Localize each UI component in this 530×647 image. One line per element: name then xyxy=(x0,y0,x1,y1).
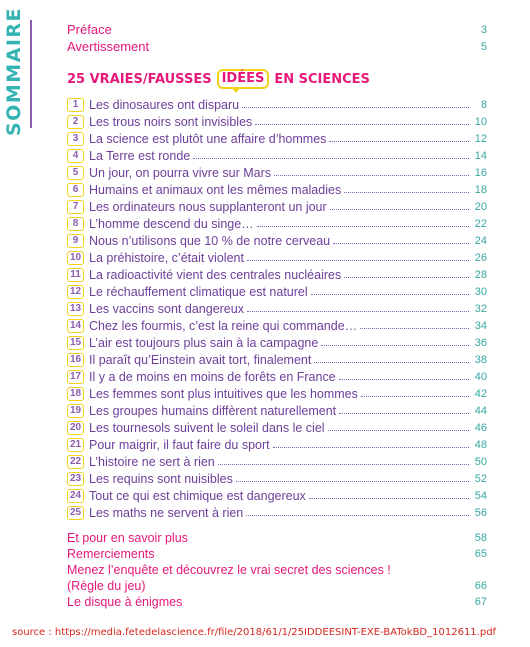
toc-entry-preface[interactable] xyxy=(67,20,487,37)
toc-list xyxy=(67,96,487,521)
item-title: Nous n’utilisons que 10 % de notre cerveau xyxy=(89,233,331,248)
item-page-number: 12 xyxy=(474,132,487,145)
item-page-number: 10 xyxy=(474,115,487,128)
item-number-badge: 1 xyxy=(67,98,84,112)
item-title: L’air est toujours plus sain à la campagne xyxy=(89,335,319,350)
toc-item[interactable] xyxy=(67,368,487,385)
toc-entry-label: Préface xyxy=(67,22,112,37)
item-page-number: 32 xyxy=(474,302,487,315)
item-page-number: 36 xyxy=(474,336,487,349)
item-title: Les dinosaures ont disparu xyxy=(89,97,240,112)
dot-leader xyxy=(328,424,469,431)
back-matter xyxy=(67,529,487,609)
dot-leader xyxy=(274,169,469,176)
item-page-number: 48 xyxy=(474,438,487,451)
item-page-number: 54 xyxy=(474,489,487,502)
toc-item[interactable] xyxy=(67,283,487,300)
heading-before: 25 VRAIES/FAUSSES xyxy=(67,71,212,87)
item-title: La Terre est ronde xyxy=(89,148,191,163)
item-number-badge: 8 xyxy=(67,217,84,231)
item-page-number: 50 xyxy=(474,455,487,468)
dot-leader xyxy=(247,254,469,261)
item-title: Les vaccins sont dangereux xyxy=(89,301,244,316)
item-title: L’homme descend du singe… xyxy=(89,216,254,231)
item-number-badge: 9 xyxy=(67,234,84,248)
source-line: source : https://media.fetedelascience.fr/file/2018/61/1/25IDDEESINT-EXE-BATokBD_1012611.pdf xyxy=(12,627,497,638)
item-title: Les tournesols suivent le soleil dans le ciel xyxy=(89,420,325,435)
item-number-badge: 17 xyxy=(67,370,84,384)
dot-leader xyxy=(321,339,469,346)
toc-entry-label: Et pour en savoir plus xyxy=(67,531,188,545)
toc-entry-page: 5 xyxy=(480,41,487,53)
item-title: Tout ce qui est chimique est dangereux xyxy=(89,488,306,503)
item-number-badge: 11 xyxy=(67,268,84,282)
toc-item[interactable] xyxy=(67,96,487,113)
toc-entry-label: Le disque à énigmes xyxy=(67,595,183,609)
side-divider xyxy=(30,20,32,128)
toc-item[interactable] xyxy=(67,266,487,283)
toc-item[interactable] xyxy=(67,470,487,487)
item-title: Humains et animaux ont les mêmes maladies xyxy=(89,182,342,197)
dot-leader xyxy=(255,118,469,125)
toc-item[interactable] xyxy=(67,147,487,164)
item-page-number: 28 xyxy=(474,268,487,281)
item-title: Les ordinateurs nous supplanteront un jour xyxy=(89,199,327,214)
toc-item[interactable] xyxy=(67,351,487,368)
dot-leader xyxy=(339,373,469,380)
toc-item[interactable] xyxy=(67,453,487,470)
toc-entry-page: 65 xyxy=(474,548,487,560)
toc-item[interactable] xyxy=(67,232,487,249)
toc-entry-disque[interactable] xyxy=(67,593,487,609)
item-number-badge: 18 xyxy=(67,387,84,401)
item-number-badge: 2 xyxy=(67,115,84,129)
item-title: Pour maigrir, il faut faire du sport xyxy=(89,437,270,452)
toc-item[interactable] xyxy=(67,402,487,419)
dot-leader xyxy=(339,407,469,414)
toc-entry-savoir-plus[interactable] xyxy=(67,529,487,545)
dot-leader xyxy=(311,288,469,295)
item-title: Les groupes humains diffèrent naturellement xyxy=(89,403,337,418)
item-page-number: 56 xyxy=(474,506,487,519)
toc-item[interactable] xyxy=(67,504,487,521)
item-title: Le réchauffement climatique est naturel xyxy=(89,284,308,299)
item-title: Les trous noirs sont invisibles xyxy=(89,114,253,129)
toc-item[interactable] xyxy=(67,113,487,130)
item-number-badge: 16 xyxy=(67,353,84,367)
item-title: L’histoire ne sert à rien xyxy=(89,454,215,469)
dot-leader xyxy=(344,186,469,193)
item-number-badge: 7 xyxy=(67,200,84,214)
side-title: SOMMAIRE xyxy=(3,6,25,136)
dot-leader xyxy=(344,271,469,278)
item-page-number: 18 xyxy=(474,183,487,196)
item-number-badge: 3 xyxy=(67,132,84,146)
item-number-badge: 6 xyxy=(67,183,84,197)
item-page-number: 14 xyxy=(474,149,487,162)
item-number-badge: 23 xyxy=(67,472,84,486)
item-title: Les femmes sont plus intuitives que les hommes xyxy=(89,386,358,401)
item-number-badge: 24 xyxy=(67,489,84,503)
dot-leader xyxy=(309,492,469,499)
item-page-number: 24 xyxy=(474,234,487,247)
toc-entry-page: 67 xyxy=(474,596,487,608)
section-heading xyxy=(67,68,370,90)
front-matter xyxy=(67,20,487,54)
dot-leader xyxy=(247,305,469,312)
item-page-number: 22 xyxy=(474,217,487,230)
dot-leader xyxy=(257,220,469,227)
dot-leader xyxy=(361,390,469,397)
item-title: La science est plutôt une affaire d’hommes xyxy=(89,131,327,146)
toc-item[interactable] xyxy=(67,181,487,198)
toc-item[interactable] xyxy=(67,436,487,453)
dot-leader xyxy=(193,152,469,159)
item-title: Un jour, on pourra vivre sur Mars xyxy=(89,165,272,180)
item-title: Chez les fourmis, c’est la reine qui commande… xyxy=(89,318,358,333)
item-page-number: 8 xyxy=(480,98,487,111)
dot-leader xyxy=(218,458,469,465)
item-number-badge: 13 xyxy=(67,302,84,316)
toc-item[interactable] xyxy=(67,419,487,436)
dot-leader xyxy=(360,322,469,329)
item-page-number: 42 xyxy=(474,387,487,400)
item-title: La radioactivité vient des centrales nucléaires xyxy=(89,267,342,282)
item-title: La préhistoire, c’était violent xyxy=(89,250,244,265)
item-number-badge: 15 xyxy=(67,336,84,350)
toc-item[interactable] xyxy=(67,300,487,317)
toc-entry-remerciements[interactable] xyxy=(67,545,487,561)
item-number-badge: 5 xyxy=(67,166,84,180)
dot-leader xyxy=(242,101,469,108)
item-number-badge: 25 xyxy=(67,506,84,520)
toc-item[interactable] xyxy=(67,317,487,334)
item-number-badge: 19 xyxy=(67,404,84,418)
toc-entry-enquete[interactable] xyxy=(67,561,487,577)
item-page-number: 16 xyxy=(474,166,487,179)
toc-item[interactable] xyxy=(67,334,487,351)
toc-entry-regle[interactable] xyxy=(67,577,487,593)
dot-leader xyxy=(273,441,469,448)
dot-leader xyxy=(330,203,469,210)
toc-item[interactable] xyxy=(67,130,487,147)
item-page-number: 46 xyxy=(474,421,487,434)
item-page-number: 38 xyxy=(474,353,487,366)
item-title: Il paraît qu’Einstein avait tort, finalement xyxy=(89,352,312,367)
toc-entry-page: 3 xyxy=(480,24,487,36)
item-number-badge: 12 xyxy=(67,285,84,299)
item-page-number: 20 xyxy=(474,200,487,213)
toc-item[interactable] xyxy=(67,385,487,402)
item-number-badge: 14 xyxy=(67,319,84,333)
dot-leader xyxy=(246,509,469,516)
dot-leader xyxy=(314,356,469,363)
toc-entry-label: (Règle du jeu) xyxy=(67,579,146,593)
heading-after: EN SCIENCES xyxy=(274,71,370,87)
toc-entry-label: Menez l’enquête et découvrez le vrai secret des sciences ! xyxy=(67,563,391,577)
toc-entry-label: Avertissement xyxy=(67,39,150,54)
dot-leader xyxy=(329,135,469,142)
item-title: Il y a de moins en moins de forêts en France xyxy=(89,369,336,384)
item-number-badge: 20 xyxy=(67,421,84,435)
toc-item[interactable] xyxy=(67,487,487,504)
toc-entry-label: Remerciements xyxy=(67,547,155,561)
side-title-block xyxy=(3,6,27,160)
item-number-badge: 21 xyxy=(67,438,84,452)
toc-entry-avertissement[interactable] xyxy=(67,37,487,54)
heading-highlight: IDÉES xyxy=(217,69,270,89)
toc-item[interactable] xyxy=(67,249,487,266)
dot-leader xyxy=(236,475,469,482)
toc-item[interactable] xyxy=(67,215,487,232)
toc-item[interactable] xyxy=(67,164,487,181)
item-page-number: 44 xyxy=(474,404,487,417)
toc-entry-page: 58 xyxy=(474,532,487,544)
item-title: Les requins sont nuisibles xyxy=(89,471,233,486)
item-page-number: 52 xyxy=(474,472,487,485)
toc-item[interactable] xyxy=(67,198,487,215)
item-title: Les maths ne servent à rien xyxy=(89,505,244,520)
item-page-number: 34 xyxy=(474,319,487,332)
toc-entry-page: 66 xyxy=(474,580,487,592)
item-number-badge: 4 xyxy=(67,149,84,163)
item-page-number: 26 xyxy=(474,251,487,264)
item-number-badge: 10 xyxy=(67,251,84,265)
dot-leader xyxy=(333,237,469,244)
item-page-number: 40 xyxy=(474,370,487,383)
item-number-badge: 22 xyxy=(67,455,84,469)
item-page-number: 30 xyxy=(474,285,487,298)
